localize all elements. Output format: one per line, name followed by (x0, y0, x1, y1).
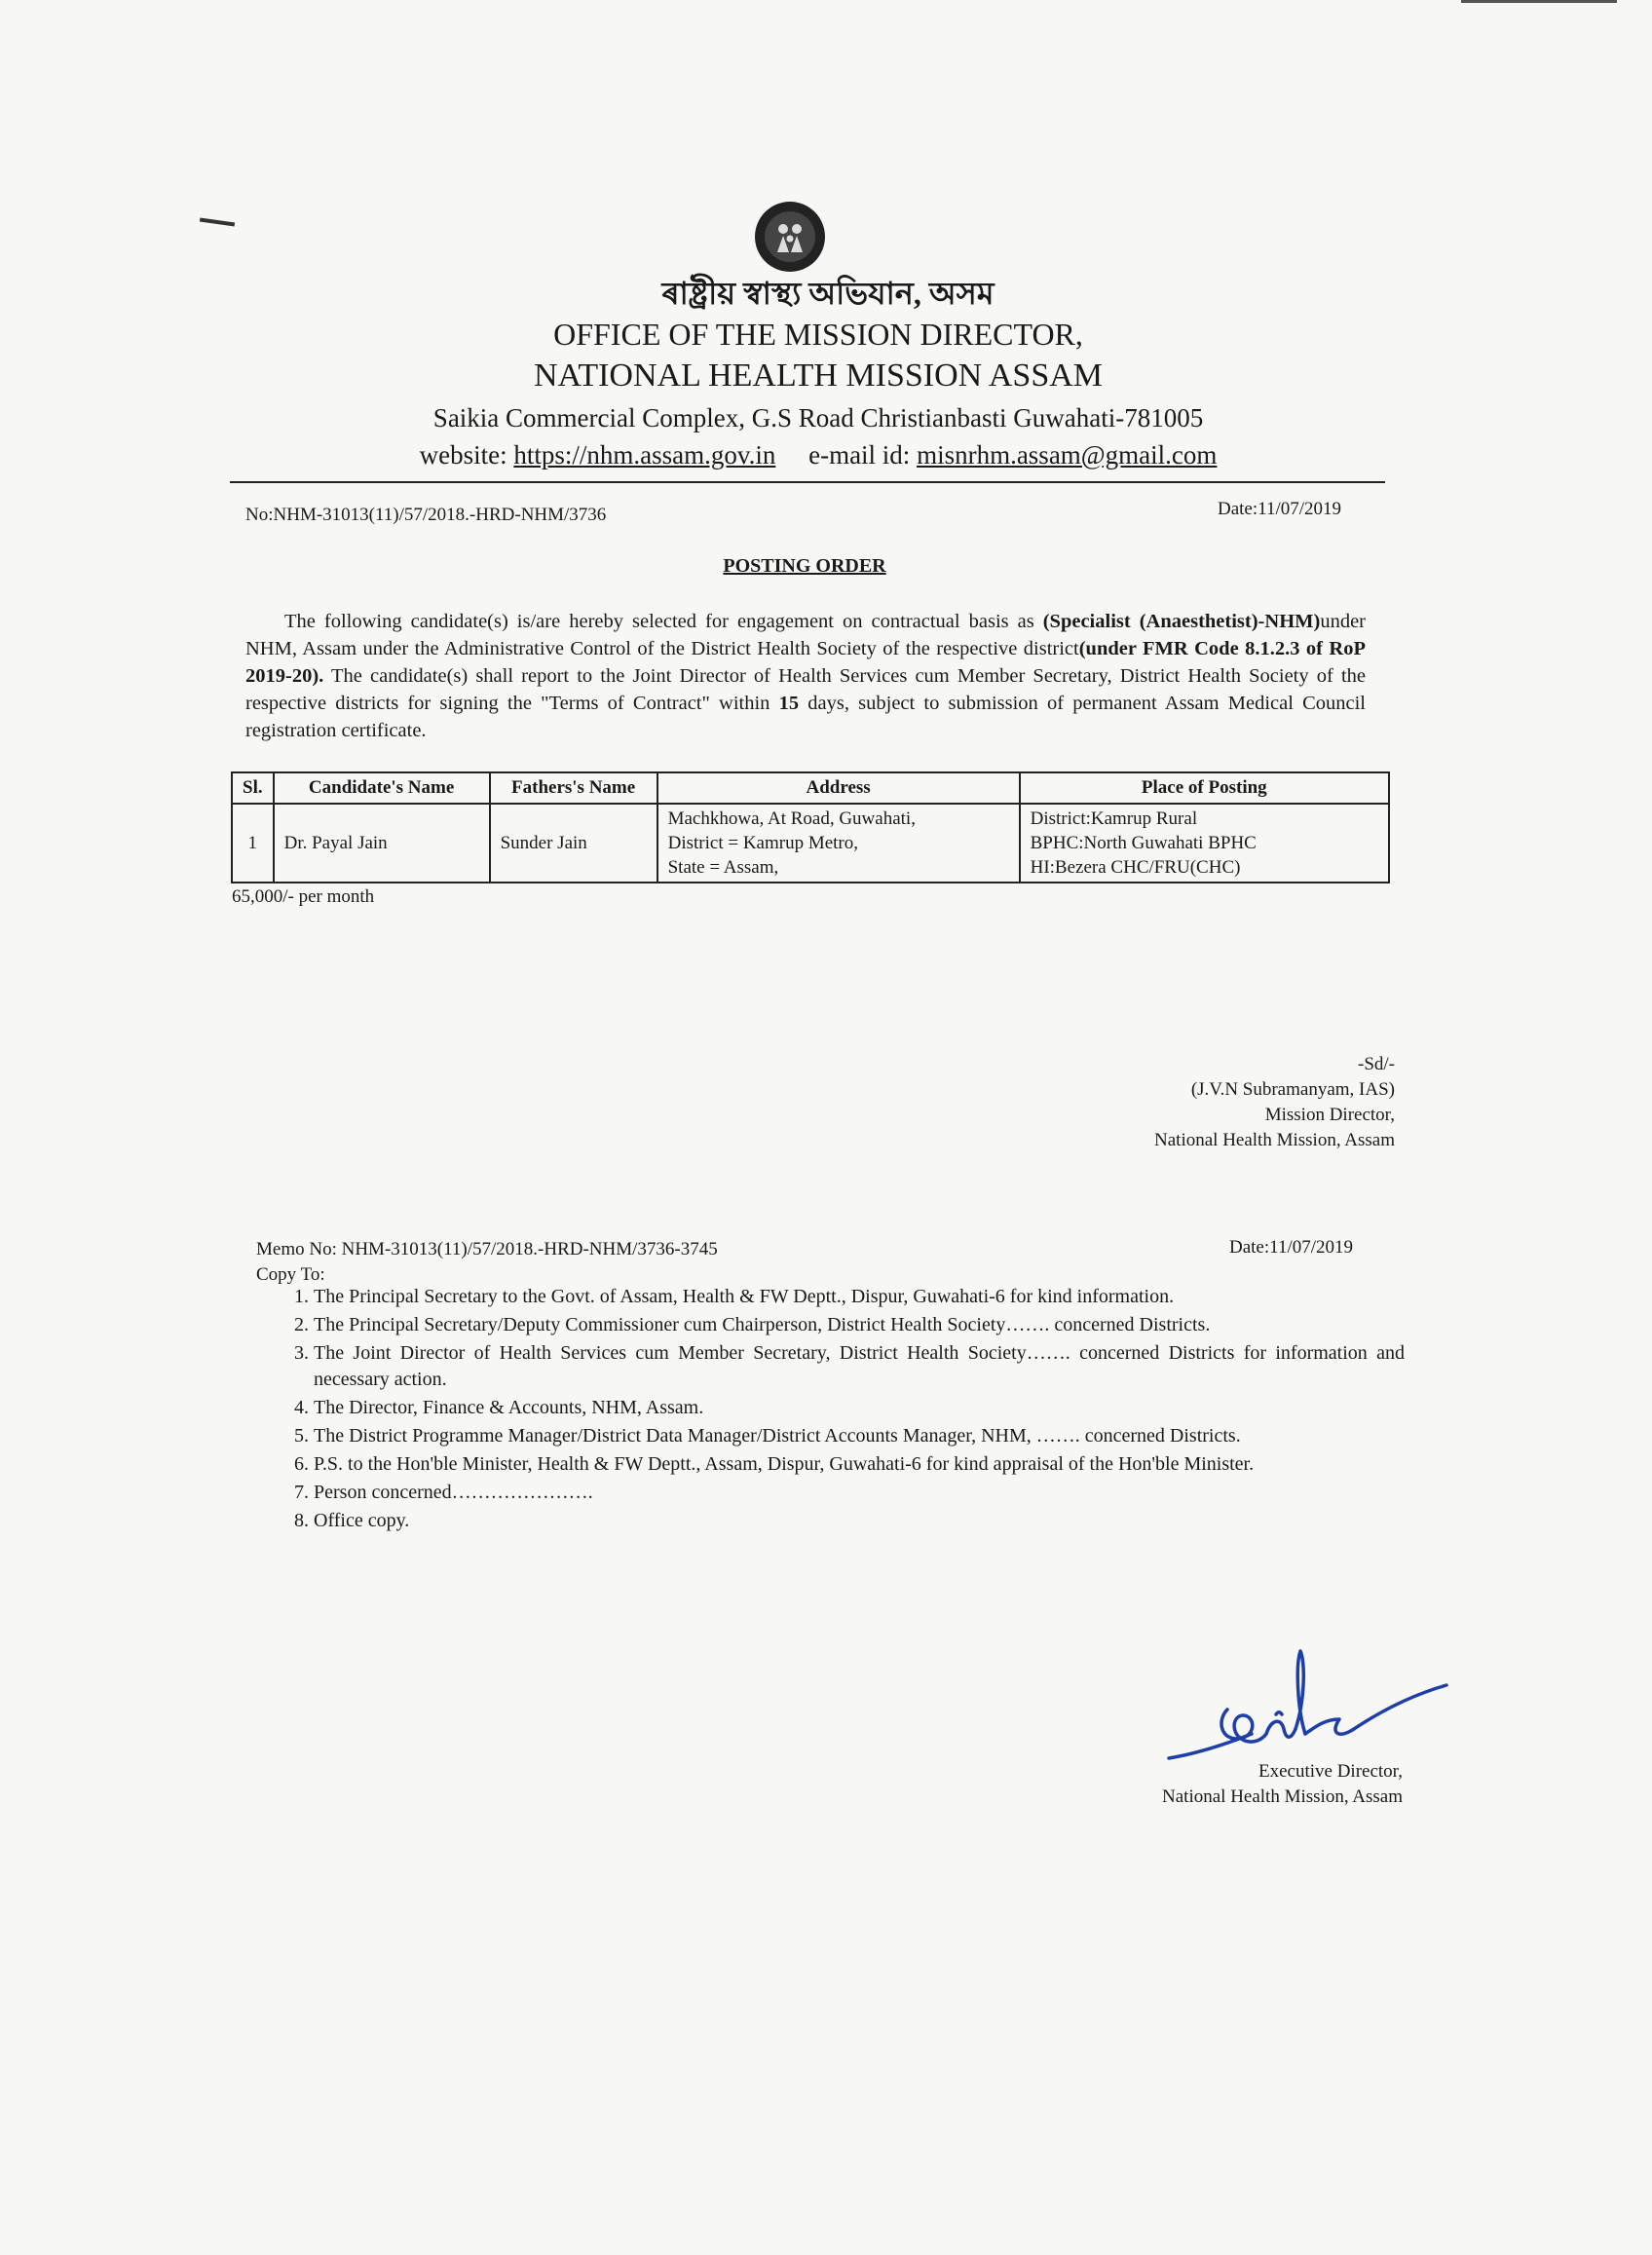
cell-name: Dr. Payal Jain (274, 804, 490, 883)
para-text-3: The candidate(s) shall report to the Joint Director of Health Services cum Member Secretary, District Health Society of the respective districts for signing the "Terms of Contract" within (245, 665, 1366, 714)
para-text-2: under NHM, Assam under the Administrative Control of the District Health Society of the respective district (245, 611, 1366, 659)
header-divider (230, 481, 1385, 483)
nhm-logo-icon (753, 200, 827, 274)
office-address: Saikia Commercial Complex, G.S Road Christianbasti Guwahati-781005 (432, 403, 1204, 432)
copy-to-list (288, 1284, 1405, 1536)
col-header-address: Address (657, 772, 1020, 804)
website-link[interactable]: https://nhm.assam.gov.in (513, 440, 776, 470)
cell-posting (1020, 804, 1389, 883)
col-header-posting: Place of Posting (1020, 772, 1389, 804)
scan-edge-line (1461, 0, 1617, 3)
posting-line: HI:Bezera CHC/FRU(CHC) (1030, 857, 1241, 878)
table-header-row (232, 772, 1389, 804)
list-item: 5. The District Programme Manager/District Data Manager/District Accounts Manager, NHM, ……. concerned Districts. (314, 1423, 1405, 1449)
col-header-sl: Sl. (232, 772, 274, 804)
copy-to-label: Copy To: (256, 1264, 325, 1285)
sd-mark: -Sd/- (1358, 1054, 1395, 1074)
signatory-org: National Health Mission, Assam (1162, 1786, 1403, 1807)
order-date: Date:11/07/2019 (1218, 499, 1341, 519)
office-title-line2: NATIONAL HEALTH MISSION ASSAM (533, 357, 1104, 394)
list-item: 7. Person concerned…………………. (314, 1480, 1405, 1506)
scan-mark (200, 218, 235, 227)
signatory-designation: Executive Director, (1258, 1761, 1403, 1782)
list-item: 4. The Director, Finance & Accounts, NHM, Assam. (314, 1395, 1405, 1421)
office-title-line1: OFFICE OF THE MISSION DIRECTOR, (553, 317, 1083, 352)
posting-table (231, 771, 1390, 883)
address-line: District = Kamrup Metro, (667, 833, 859, 853)
signatory-org: National Health Mission, Assam (1154, 1130, 1395, 1150)
document-title: POSTING ORDER (723, 555, 886, 577)
website-label: website: (419, 440, 507, 470)
para-bold-2: (under FMR Code 8.1.2.3 of RoP 2019-20). (245, 638, 1366, 687)
para-bold-1: (Specialist (Anaesthetist)-NHM) (1042, 611, 1321, 632)
cell-sl: 1 (232, 804, 274, 883)
assamese-title: ৰাষ্ট্ৰীয় স্বাস্থ্য অভিযান, অসম (661, 276, 995, 311)
signatory-block-2 (1071, 1759, 1403, 1810)
para-text-4: days, subject to submission of permanent Assam Medical Council registration certificate. (245, 693, 1366, 741)
memo-date: Date:11/07/2019 (1229, 1237, 1353, 1258)
list-item: 2. The Principal Secretary/Deputy Commissioner cum Chairperson, District Health Society……. concerned Districts. (314, 1312, 1405, 1338)
email-link[interactable]: misnrhm.assam@gmail.com (917, 440, 1218, 470)
para-text-1: The following candidate(s) is/are hereby selected for engagement on contractual basis as (284, 611, 1043, 632)
address-line: Machkhowa, At Road, Guwahati, (667, 808, 916, 829)
list-item: 8. Office copy. (314, 1508, 1405, 1534)
cell-address (657, 804, 1020, 883)
posting-line: District:Kamrup Rural (1030, 808, 1198, 829)
memo-number: Memo No: NHM-31013(11)/57/2018.-HRD-NHM/3736-3745 (256, 1239, 718, 1259)
email-label: e-mail id: (808, 440, 911, 470)
posting-line: BPHC:North Guwahati BPHC (1030, 833, 1257, 853)
table-row (232, 804, 1389, 883)
cell-father: Sunder Jain (490, 804, 657, 883)
signatory-designation: Mission Director, (1264, 1105, 1395, 1125)
address-line: State = Assam, (667, 857, 779, 878)
salary-note: 65,000/- per month (232, 886, 375, 907)
reference-number: No:NHM-31013(11)/57/2018.-HRD-NHM/3736 (245, 505, 607, 525)
list-item: 3. The Joint Director of Health Services cum Member Secretary, District Health Society……. concerned Districts for information and necessary action. (314, 1340, 1405, 1393)
list-item: 1. The Principal Secretary to the Govt. of Assam, Health & FW Deptt., Dispur, Guwahati-6 for kind information. (314, 1284, 1405, 1310)
signatory-block-1 (974, 1052, 1395, 1153)
list-item: 6. P.S. to the Hon'ble Minister, Health & FW Deptt., Assam, Dispur, Guwahati-6 for kind appraisal of the Hon'ble Minister. (314, 1451, 1405, 1478)
para-bold-3: 15 (778, 693, 800, 714)
col-header-name: Candidate's Name (274, 772, 490, 804)
col-header-father: Fathers's Name (490, 772, 657, 804)
signatory-name: (J.V.N Subramanyam, IAS) (1190, 1079, 1395, 1100)
contact-line (292, 440, 1344, 470)
order-paragraph (245, 608, 1366, 744)
